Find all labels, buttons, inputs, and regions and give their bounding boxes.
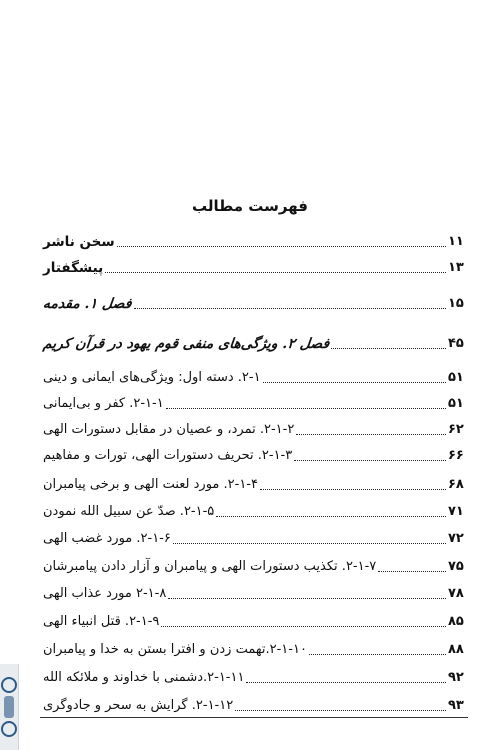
toc-entry-label: ۲-۱. دسته اول: ویژگی‌های ایمانی و دینی [43,370,261,385]
toc-entry-label: فصل ۱. مقدمه [42,296,133,312]
toc-entry [40,688,468,714]
toc-entry [40,521,468,547]
logo-book-icon [4,696,14,718]
toc-entry [40,412,468,438]
toc-entry-label: ۲-۱-۹. قتل انبیاء الهی [43,614,160,629]
dot-leader [134,307,446,309]
dot-leader [105,271,446,273]
toc-entry-page: ۸۸ [448,642,464,657]
dot-leader [263,381,446,383]
toc-entry-label: ۲-۱-۱۱.دشمنی با خداوند و ملائکه الله [43,670,245,685]
toc-entry-page: ۹۲ [448,670,464,685]
toc-entry-page: ۱۱ [448,234,464,249]
dot-leader [216,515,446,517]
dot-leader [378,570,446,572]
toc-entry-label: ۲-۱-۴. مورد لعنت الهی و برخی پیامبران [43,477,258,492]
toc-entry-label: ۲-۱-۱۲. گرایش به سحر و جادوگری [43,698,234,713]
toc-entry [40,224,468,250]
toc-entry-page: ۱۵ [448,296,464,311]
toc-entry [40,386,468,412]
toc-entry-page: ۷۲ [448,531,464,546]
toc-entry [40,632,468,658]
toc-entry-label: ۲-۱-۳. تحریف دستورات الهی، تورات و مفاهیم [43,448,293,463]
toc-entry-page: ۵۱ [448,370,464,385]
toc-entry [40,660,468,686]
toc-entry-page: ۶۶ [448,448,464,463]
toc-entry [40,549,468,575]
toc-entry-label: سخن ناشر [43,234,115,250]
toc-entry-page: ۶۸ [448,477,464,492]
dot-leader [309,653,446,655]
toc-entry-label: ۲-۱-۱۰.تهمت زدن و افترا بستن به خدا و پیامبران [43,642,307,657]
dot-leader [166,407,446,409]
dot-leader [168,597,446,599]
toc-entry-label: فصل ۲. ویژگی‌های منفی قوم یهود در قرآن کریم [42,336,331,352]
toc-entry [40,494,468,520]
dot-leader [246,681,446,683]
toc-entry [40,467,468,493]
publisher-logo [0,664,19,750]
toc-entry-page: ۷۱ [448,504,464,519]
toc-entry-label: ۲-۱-۶. مورد غضب الهی [43,531,171,546]
toc-entry [40,326,468,352]
toc-entry [40,360,468,386]
toc-entry-page: ۷۵ [448,559,464,574]
toc-entry-label: ۲-۱-۵. صدّ عن سبیل الله نمودن [43,504,215,519]
toc-entry-page: ۶۲ [448,422,464,437]
dot-leader [235,709,446,711]
dot-leader [294,459,446,461]
dot-leader [296,433,446,435]
toc-entry [40,286,468,312]
toc-entry-page: ۵۱ [448,396,464,411]
toc-entry [40,604,468,630]
toc-entry-label: ۲-۱-۱. کفر و بی‌ایمانی [43,396,164,411]
page-title: فهرست مطالب [192,197,308,215]
toc-entry-page: ۷۸ [448,586,464,601]
toc-entry-page: ۸۵ [448,614,464,629]
dot-leader [161,625,446,627]
toc-entry-label: ۲-۱-۸ مورد عذاب الهی [43,586,167,601]
dot-leader [117,245,446,247]
toc-entry-page: ۹۳ [448,698,464,713]
dot-leader [260,488,446,490]
toc-entry [40,576,468,602]
toc-entry-label: پیشگفتار [43,260,104,276]
logo-circle-icon [1,677,17,693]
bottom-divider [40,717,468,718]
logo-circle-icon [1,721,17,737]
toc-entry-page: ۱۳ [448,260,464,275]
toc-entry [40,250,468,276]
dot-leader [331,347,446,349]
toc-entry-label: ۲-۱-۷. تکذیب دستورات الهی و پیامبران و آزار دادن پیامبرشان [43,559,377,574]
toc-entry-label: ۲-۱-۲. تمرد، و عصیان در مقابل دستورات الهی [43,422,295,437]
toc-entry-page: ۴۵ [448,336,464,351]
toc-entry [40,438,468,464]
dot-leader [173,542,446,544]
